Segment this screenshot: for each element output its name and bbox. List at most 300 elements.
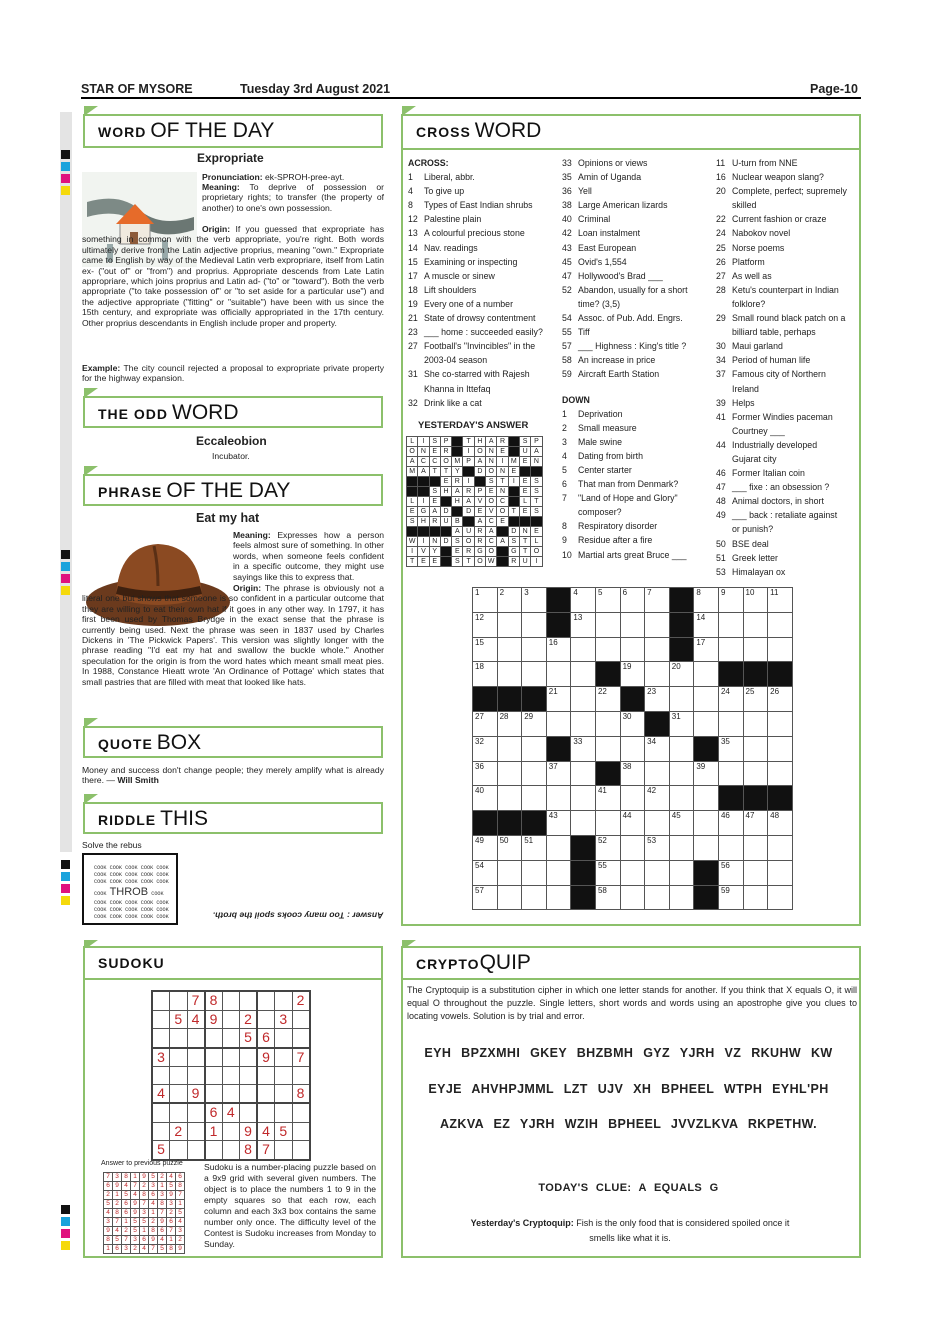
crossword-cell[interactable] — [595, 811, 620, 836]
crossword-cell[interactable] — [571, 761, 596, 786]
sudoku-cell[interactable]: 1 — [205, 1122, 223, 1141]
sudoku-cell[interactable]: 3 — [275, 1010, 293, 1029]
sudoku-cell[interactable] — [275, 1048, 293, 1067]
crossword-cell[interactable] — [669, 687, 694, 712]
crossword-cell[interactable] — [669, 736, 694, 761]
crossword-cell[interactable] — [694, 687, 719, 712]
sudoku-cell[interactable]: 9 — [187, 1084, 205, 1103]
crossword-cell[interactable] — [497, 662, 522, 687]
crossword-cell[interactable] — [546, 860, 571, 885]
crossword-cell[interactable] — [595, 711, 620, 736]
sudoku-cell[interactable]: 7 — [292, 1048, 310, 1067]
answer-cell: A — [531, 447, 542, 457]
black-square — [718, 786, 743, 811]
crossword-cell[interactable] — [768, 835, 793, 860]
crossword-cell[interactable]: 17 — [694, 637, 719, 662]
answer-cell: I — [531, 557, 542, 567]
rebus-center: THROB — [109, 885, 149, 898]
crossword-cell[interactable] — [620, 612, 645, 637]
crossword-cell[interactable]: 30 — [620, 711, 645, 736]
answer-cell: A — [486, 437, 497, 447]
crossword-cell[interactable] — [620, 835, 645, 860]
sudoku-cell[interactable] — [170, 1048, 188, 1067]
sudoku-cell[interactable]: 7 — [187, 991, 205, 1010]
answer-cell: U — [519, 557, 530, 567]
sudoku-cell[interactable] — [292, 1122, 310, 1141]
crossword-grid[interactable] — [472, 587, 793, 910]
crossword-cell[interactable] — [620, 860, 645, 885]
sudoku-cell[interactable] — [152, 1122, 170, 1141]
crossword-cell[interactable]: 1 — [473, 588, 498, 613]
sudoku-cell[interactable] — [170, 1067, 188, 1085]
crossword-cell[interactable] — [669, 835, 694, 860]
sudoku-cell[interactable] — [292, 1067, 310, 1085]
black-square — [645, 711, 670, 736]
sudoku-answer-cell: 4 — [158, 1236, 167, 1245]
crossword-cell[interactable] — [620, 786, 645, 811]
crossword-cell[interactable]: 7 — [645, 588, 670, 613]
sudoku-cell[interactable] — [170, 1141, 188, 1160]
crossword-cell[interactable] — [571, 711, 596, 736]
crossword-cell[interactable] — [497, 786, 522, 811]
crossword-cell[interactable] — [546, 662, 571, 687]
crossword-cell[interactable] — [694, 662, 719, 687]
sudoku-cell[interactable]: 8 — [205, 991, 223, 1010]
crossword-cell[interactable] — [522, 885, 547, 910]
crossword-cell[interactable] — [546, 711, 571, 736]
sudoku-cell[interactable] — [275, 991, 293, 1010]
sudoku-cell[interactable] — [205, 1048, 223, 1067]
answer-cell: O — [463, 537, 474, 547]
sudoku-cell[interactable] — [292, 1141, 310, 1160]
sudoku-answer-cell: 3 — [140, 1209, 149, 1218]
sudoku-cell[interactable] — [170, 1084, 188, 1103]
sudoku-cell[interactable] — [240, 1103, 258, 1122]
crossword-cell[interactable]: 29 — [522, 711, 547, 736]
crossword-cell[interactable]: 27 — [473, 711, 498, 736]
sudoku-cell[interactable] — [222, 1029, 240, 1048]
sudoku-answer-cell: 3 — [149, 1182, 158, 1191]
sudoku-cell[interactable] — [170, 1103, 188, 1122]
crossword-cell[interactable]: 55 — [595, 860, 620, 885]
crossword-cell[interactable] — [620, 885, 645, 910]
sudoku-cell[interactable] — [205, 1084, 223, 1103]
crossword-cell[interactable] — [743, 637, 768, 662]
crossword-cell[interactable]: 26 — [768, 687, 793, 712]
crossword-cell[interactable] — [571, 786, 596, 811]
crossword-cell[interactable]: 42 — [645, 786, 670, 811]
answer-cell: R — [440, 447, 451, 457]
crossword-cell[interactable] — [497, 612, 522, 637]
crossword-cell[interactable]: 33 — [571, 736, 596, 761]
black-square — [429, 527, 440, 537]
crossword-cell[interactable]: 50 — [497, 835, 522, 860]
across-label: ACROSS: — [408, 158, 449, 168]
clue: 14 Nav. readings — [408, 242, 478, 253]
sudoku-answer-cell: 9 — [131, 1209, 140, 1218]
answer-cell: T — [519, 547, 530, 557]
crossword-cell[interactable]: 2 — [497, 588, 522, 613]
sudoku-cell[interactable]: 9 — [240, 1122, 258, 1141]
clue: 19 Every one of a number — [408, 298, 513, 309]
crossword-cell[interactable] — [645, 637, 670, 662]
sudoku-cell[interactable] — [240, 1067, 258, 1085]
sudoku-cell[interactable]: 3 — [152, 1048, 170, 1067]
crossword-cell[interactable] — [571, 687, 596, 712]
sudoku-cell[interactable]: 4 — [222, 1103, 240, 1122]
crossword-cell[interactable] — [669, 761, 694, 786]
sudoku-cell[interactable]: 8 — [292, 1084, 310, 1103]
sudoku-cell[interactable] — [240, 991, 258, 1010]
sudoku-answer-cell: 5 — [176, 1209, 185, 1218]
sudoku-cell[interactable] — [257, 1067, 275, 1085]
crossword-cell[interactable]: 56 — [718, 860, 743, 885]
crossword-cell[interactable] — [522, 662, 547, 687]
clue: Gujarat city — [732, 453, 777, 464]
sudoku-cell[interactable] — [275, 1029, 293, 1048]
crossword-cell[interactable]: 48 — [768, 811, 793, 836]
crossword-cell[interactable]: 14 — [694, 612, 719, 637]
answer-cell: T — [429, 467, 440, 477]
crossword-cell[interactable] — [743, 612, 768, 637]
crossword-cell[interactable]: 39 — [694, 761, 719, 786]
crossword-cell[interactable]: 41 — [595, 786, 620, 811]
sudoku-cell[interactable] — [152, 991, 170, 1010]
color-mark — [61, 586, 70, 595]
sudoku-cell[interactable] — [205, 1141, 223, 1160]
crossword-cell[interactable]: 44 — [620, 811, 645, 836]
sudoku-cell[interactable] — [240, 1084, 258, 1103]
crossword-cell[interactable] — [694, 811, 719, 836]
sudoku-answer-cell: 4 — [149, 1200, 158, 1209]
crossword-cell[interactable] — [718, 612, 743, 637]
riddle-title: RIDDLE THIS — [98, 807, 208, 830]
crossword-cell[interactable]: 34 — [645, 736, 670, 761]
sudoku-cell[interactable] — [257, 1010, 275, 1029]
sudoku-answer-cell: 4 — [167, 1173, 176, 1182]
crossword-cell[interactable]: 8 — [694, 588, 719, 613]
clue: 5 Center starter — [562, 464, 632, 475]
sudoku-cell[interactable] — [205, 1029, 223, 1048]
crossword-cell[interactable] — [522, 860, 547, 885]
sudoku-cell[interactable] — [222, 1122, 240, 1141]
sudoku-cell[interactable]: 5 — [240, 1029, 258, 1048]
crossword-cell[interactable] — [718, 761, 743, 786]
sudoku-cell[interactable] — [152, 1029, 170, 1048]
crossword-cell[interactable]: 22 — [595, 687, 620, 712]
crossword-cell[interactable] — [546, 786, 571, 811]
clue: 41 Former Windies paceman — [716, 411, 833, 422]
sudoku-cell[interactable] — [275, 1084, 293, 1103]
sudoku-cell[interactable] — [257, 991, 275, 1010]
word-of-day-meaning: Meaning: To deprive of possession or proprietary rights; to transfer (the property of another) to one's own possession. — [202, 182, 384, 213]
crossword-cell[interactable] — [645, 612, 670, 637]
sudoku-cell[interactable] — [275, 1141, 293, 1160]
sudoku-answer-cell: 2 — [104, 1191, 113, 1200]
crossword-cell[interactable] — [571, 811, 596, 836]
sudoku-cell[interactable] — [292, 1029, 310, 1048]
crossword-cell[interactable]: 12 — [473, 612, 498, 637]
sudoku-cell[interactable] — [240, 1048, 258, 1067]
crossword-cell[interactable] — [768, 860, 793, 885]
crossword-cell[interactable] — [497, 761, 522, 786]
sudoku-cell[interactable] — [222, 1067, 240, 1085]
crossword-cell[interactable]: 43 — [546, 811, 571, 836]
sudoku-cell[interactable] — [152, 1103, 170, 1122]
crossword-cell[interactable] — [522, 612, 547, 637]
quote-title: QUOTE BOX — [98, 731, 202, 754]
sudoku-cell[interactable] — [170, 1029, 188, 1048]
crossword-cell[interactable]: 6 — [620, 588, 645, 613]
sudoku-cell[interactable] — [275, 1103, 293, 1122]
sudoku-cell[interactable]: 5 — [275, 1122, 293, 1141]
crossword-cell[interactable]: 49 — [473, 835, 498, 860]
sudoku-answer-cell: 9 — [176, 1245, 185, 1254]
crossword-cell[interactable] — [497, 736, 522, 761]
sudoku-cell[interactable] — [292, 1103, 310, 1122]
answer-cell: A — [497, 537, 508, 547]
crossword-cell[interactable] — [522, 786, 547, 811]
sudoku-cell[interactable]: 5 — [152, 1141, 170, 1160]
answer-cell: P — [474, 487, 485, 497]
answer-cell: R — [463, 487, 474, 497]
sudoku-cell[interactable]: 9 — [257, 1048, 275, 1067]
crossword-cell[interactable]: 37 — [546, 761, 571, 786]
sudoku-cell[interactable] — [187, 1141, 205, 1160]
crossword-cell[interactable]: 47 — [743, 811, 768, 836]
crossword-cell[interactable] — [546, 835, 571, 860]
black-square — [429, 477, 440, 487]
answer-cell: I — [497, 457, 508, 467]
sudoku-answer-cell: 9 — [167, 1191, 176, 1200]
sudoku-cell[interactable] — [257, 1084, 275, 1103]
sudoku-cell[interactable] — [170, 991, 188, 1010]
sudoku-cell[interactable]: 2 — [292, 991, 310, 1010]
answer-cell: N — [486, 457, 497, 467]
sudoku-answer-cell: 2 — [176, 1236, 185, 1245]
crossword-cell[interactable] — [743, 835, 768, 860]
sudoku-answer-cell: 6 — [113, 1245, 122, 1254]
crossword-cell[interactable] — [645, 811, 670, 836]
crossword-cell[interactable] — [645, 860, 670, 885]
sudoku-cell[interactable]: 6 — [205, 1103, 223, 1122]
crossword-cell[interactable] — [694, 835, 719, 860]
clue: 1 Liberal, abbr. — [408, 172, 475, 183]
crossword-cell[interactable] — [620, 736, 645, 761]
crossword-cell[interactable] — [743, 761, 768, 786]
clue: 28 Ketu's counterpart in Indian — [716, 284, 839, 295]
crossword-cell[interactable] — [595, 637, 620, 662]
sudoku-cell[interactable]: 9 — [205, 1010, 223, 1029]
crossword-cell[interactable] — [718, 711, 743, 736]
crossword-cell[interactable] — [645, 662, 670, 687]
crossword-cell[interactable]: 18 — [473, 662, 498, 687]
crossword-cell[interactable]: 36 — [473, 761, 498, 786]
black-square — [407, 477, 418, 487]
sudoku-cell[interactable] — [205, 1067, 223, 1085]
clue: 47 ___ fixe : an obsession ? — [716, 482, 830, 493]
answer-cell: S — [519, 437, 530, 447]
sudoku-answer-cell: 1 — [149, 1209, 158, 1218]
answer-cell: E — [429, 557, 440, 567]
crossword-cell[interactable]: 25 — [743, 687, 768, 712]
crossword-cell[interactable] — [571, 662, 596, 687]
crossword-cell[interactable] — [522, 761, 547, 786]
sudoku-cell[interactable]: 4 — [152, 1084, 170, 1103]
crossword-cell[interactable]: 20 — [669, 662, 694, 687]
sudoku-cell[interactable]: 2 — [170, 1122, 188, 1141]
crossword-cell[interactable]: 58 — [595, 885, 620, 910]
black-square — [508, 487, 519, 497]
sudoku-cell[interactable] — [222, 1048, 240, 1067]
crossword-cell[interactable]: 45 — [669, 811, 694, 836]
crossword-cell[interactable]: 32 — [473, 736, 498, 761]
crossword-cell[interactable] — [768, 711, 793, 736]
crossword-cell[interactable]: 13 — [571, 612, 596, 637]
sudoku-cell[interactable] — [187, 1103, 205, 1122]
crossword-cell[interactable]: 19 — [620, 662, 645, 687]
crossword-cell[interactable] — [768, 637, 793, 662]
crossword-cell[interactable] — [497, 637, 522, 662]
crossword-cell[interactable] — [694, 786, 719, 811]
sudoku-cell[interactable]: 2 — [240, 1010, 258, 1029]
answer-cell: V — [474, 497, 485, 507]
sudoku-cell[interactable] — [222, 1010, 240, 1029]
crossword-cell[interactable]: 10 — [743, 588, 768, 613]
sudoku-cell[interactable]: 4 — [187, 1010, 205, 1029]
crossword-cell[interactable] — [718, 637, 743, 662]
black-square — [743, 786, 768, 811]
color-mark — [61, 550, 70, 559]
crossword-cell[interactable] — [768, 761, 793, 786]
sudoku-cell[interactable] — [292, 1010, 310, 1029]
crossword-cell[interactable] — [497, 885, 522, 910]
crossword-cell[interactable]: 31 — [669, 711, 694, 736]
crossword-cell[interactable]: 40 — [473, 786, 498, 811]
crossword-cell[interactable]: 21 — [546, 687, 571, 712]
answer-cell: D — [474, 467, 485, 477]
crossword-cell[interactable] — [743, 711, 768, 736]
crossword-cell[interactable] — [768, 612, 793, 637]
sudoku-cell[interactable] — [257, 1103, 275, 1122]
crossword-cell[interactable] — [669, 885, 694, 910]
rebus-box: COOK COOK COOK COOK COOK COOK COOK COOK COOK COOK COOK COOK COOK COOK COOK COOK THROB COOK COOK COOK COOK COOK COOK COOK COOK COOK COOK COOK COOK COOK COOK COOK COOK — [82, 853, 178, 925]
crossword-cell[interactable] — [546, 885, 571, 910]
sudoku-answer-cell: 9 — [140, 1173, 149, 1182]
crossword-cell[interactable]: 57 — [473, 885, 498, 910]
crossword-cell[interactable] — [768, 736, 793, 761]
sudoku-cell[interactable]: 5 — [170, 1010, 188, 1029]
answer-cell: R — [463, 547, 474, 557]
crossword-cell[interactable]: 11 — [768, 588, 793, 613]
sudoku-grid[interactable] — [151, 990, 311, 1161]
crossword-cell[interactable] — [497, 860, 522, 885]
sudoku-answer-cell: 1 — [140, 1227, 149, 1236]
crossword-cell[interactable] — [718, 835, 743, 860]
crossword-cell[interactable] — [645, 761, 670, 786]
sudoku-cell[interactable] — [222, 991, 240, 1010]
sudoku-cell[interactable]: 6 — [257, 1029, 275, 1048]
sudoku-description: Sudoku is a number-placing puzzle based on a 9x9 grid with several given numbers. The object is to place the numbers 1 to 9 in the empty squares so that each row, each column and each 3x3 box contains the same number only once. The difficulty level of the Contest is Sudoku increases from Monday to Sunday. — [204, 1162, 376, 1249]
sudoku-cell[interactable] — [187, 1067, 205, 1085]
sudoku-cell[interactable] — [222, 1084, 240, 1103]
answer-cell: E — [452, 547, 463, 557]
crossword-cell[interactable]: 16 — [546, 637, 571, 662]
crossword-cell[interactable]: 52 — [595, 835, 620, 860]
sudoku-cell[interactable] — [222, 1141, 240, 1160]
crossword-cell[interactable] — [645, 885, 670, 910]
clue: 33 Opinions or views — [562, 158, 648, 168]
crossword-cell[interactable]: 38 — [620, 761, 645, 786]
clue: 58 An increase in price — [562, 355, 656, 366]
crossword-cell[interactable] — [743, 736, 768, 761]
sudoku-cell[interactable] — [275, 1067, 293, 1085]
sudoku-cell[interactable]: 4 — [257, 1122, 275, 1141]
clue: 16 Nuclear weapon slang? — [716, 172, 824, 183]
crossword-cell[interactable]: 54 — [473, 860, 498, 885]
sudoku-cell[interactable]: 7 — [257, 1141, 275, 1160]
sudoku-cell[interactable] — [187, 1122, 205, 1141]
crossword-cell[interactable]: 24 — [718, 687, 743, 712]
crossword-cell[interactable] — [743, 885, 768, 910]
sudoku-answer-cell: 5 — [149, 1173, 158, 1182]
crossword-cell[interactable] — [743, 860, 768, 885]
crossword-cell[interactable] — [669, 786, 694, 811]
crossword-cell[interactable]: 23 — [645, 687, 670, 712]
answer-cell: O — [497, 507, 508, 517]
sudoku-cell[interactable] — [187, 1048, 205, 1067]
crossword-cell[interactable] — [571, 637, 596, 662]
crossword-cell[interactable]: 15 — [473, 637, 498, 662]
crossword-cell[interactable] — [620, 637, 645, 662]
down-label: DOWN — [562, 394, 590, 405]
crossword-cell[interactable]: 3 — [522, 588, 547, 613]
sudoku-cell[interactable] — [187, 1029, 205, 1048]
crossword-cell[interactable]: 59 — [718, 885, 743, 910]
crossword-cell[interactable] — [595, 612, 620, 637]
crossword-cell[interactable]: 46 — [718, 811, 743, 836]
crossword-cell[interactable]: 9 — [718, 588, 743, 613]
crossword-cell[interactable] — [595, 736, 620, 761]
crossword-cell[interactable]: 28 — [497, 711, 522, 736]
crossword-cell[interactable]: 4 — [571, 588, 596, 613]
clue: 37 Famous city of Northern — [716, 369, 826, 380]
black-square — [595, 662, 620, 687]
answer-cell: G — [418, 507, 429, 517]
crossword-cell[interactable] — [768, 885, 793, 910]
sudoku-cell[interactable] — [152, 1010, 170, 1029]
answer-cell: S — [452, 537, 463, 547]
answer-cell: E — [429, 447, 440, 457]
sudoku-cell[interactable] — [152, 1067, 170, 1085]
crossword-cell[interactable] — [522, 736, 547, 761]
clue: 1 Deprivation — [562, 408, 623, 419]
clue: Courtney ___ — [732, 425, 785, 436]
clue: Ireland — [732, 383, 759, 394]
crossword-cell[interactable]: 51 — [522, 835, 547, 860]
answer-cell: W — [407, 537, 418, 547]
crossword-cell[interactable]: 5 — [595, 588, 620, 613]
crossword-cell[interactable] — [522, 637, 547, 662]
crossword-cell[interactable] — [669, 860, 694, 885]
crossword-cell[interactable] — [694, 711, 719, 736]
crossword-cell[interactable]: 53 — [645, 835, 670, 860]
sudoku-cell[interactable]: 8 — [240, 1141, 258, 1160]
crossword-cell[interactable]: 35 — [718, 736, 743, 761]
clue: 53 Himalayan ox — [716, 566, 786, 577]
sudoku-answer-cell: 6 — [167, 1218, 176, 1227]
sudoku-answer-cell: 2 — [122, 1227, 131, 1236]
